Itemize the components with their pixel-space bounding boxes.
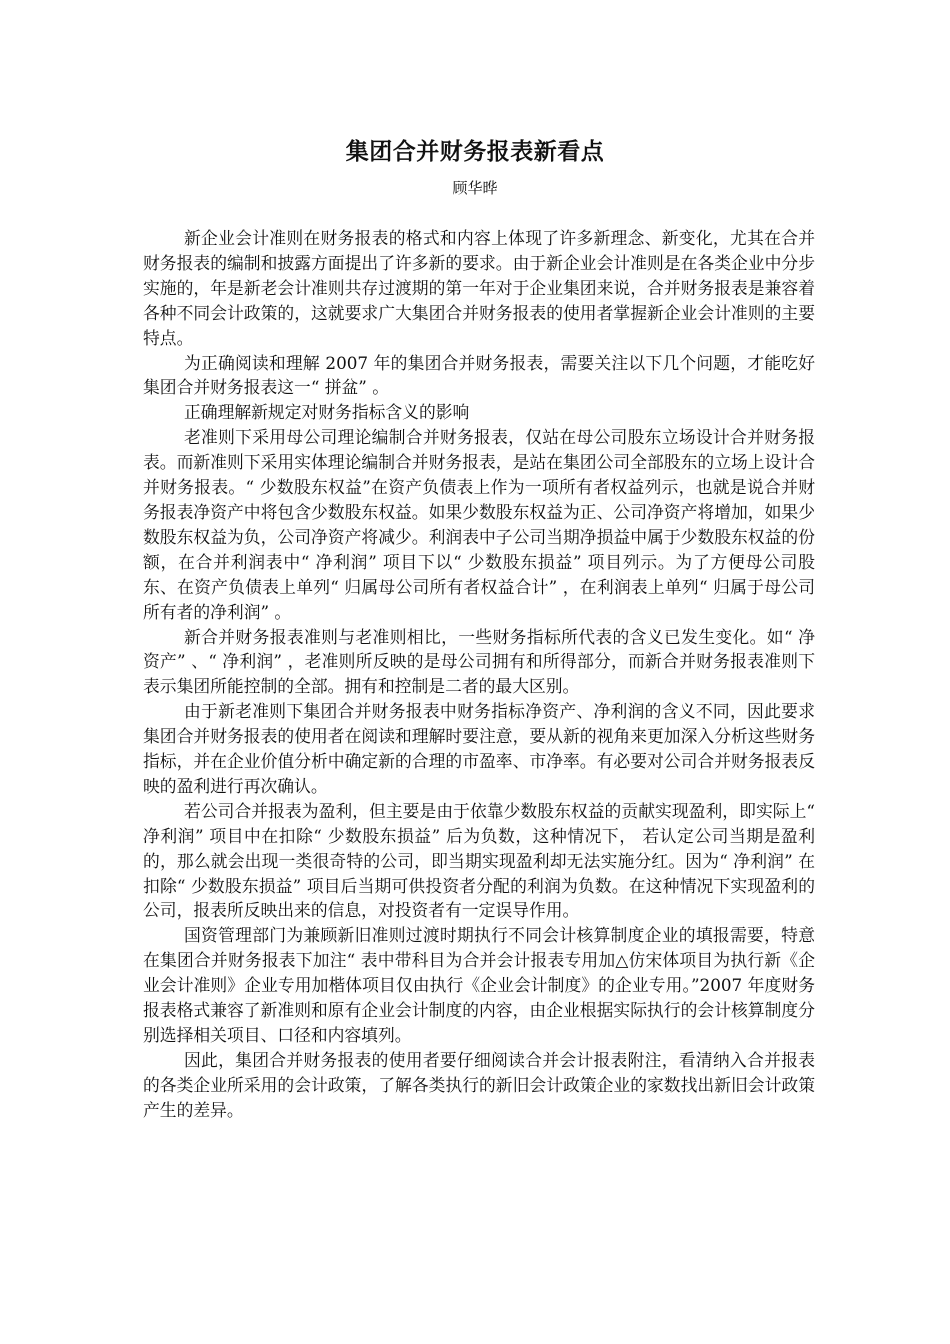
paragraph-indicator-meaning: 新合并财务报表准则与老准则相比，一些财务指标所代表的含义已发生变化。如“ 净资产” 、“ 净利润” ，老准则所反映的是母公司拥有和所得部分，而新合并财务报表准则下表示集团所能控制的全部。拥有和控制是二者的最大区别。 [143,626,815,697]
section-heading: 正确理解新规定对财务指标含义的影响 [184,402,470,423]
document-title: 集团合并财务报表新看点 [345,139,605,165]
paragraph-old-vs-new-theory: 老准则下采用母公司理论编制合并财务报表，仅站在母公司股东立场设计合并财务报表。而新准则下采用实体理论编制合并财务报表，是站在集团公司全部股东的立场上设计合并财务报表。“ 少数股东权益”在资产负债表上作为一项所有者权益列示，也就是说合并财务报表净资产中将包含少数股东权益。如果少数股东权益为正、公司净资产将增加，如果少数股东权益为负，公司净资产将减少。利润表中子公司当期净损益中属于少数股东权益的份额，在合并利润表中“ 净利润” 项目下以“ 少数股东损益” 项目列示。为了方便母公司股东、在资产负债表上单列“ 归属母公司所有者权益合计” ，在利润表上单列“ 归属于母公司所有者的净利润” 。 [143,427,815,622]
paragraph-regulator-note: 国资管理部门为兼顾新旧准则过渡时期执行不同会计核算制度企业的填报需要，特意在集团合并财务报表下加注“ 表中带科目为合并会计报表专用加△仿宋体项目为执行新《企业会计准则》企业专用加楷体项目仅由执行《企业会计制度》的企业专用。”2007 年度财务报表格式兼容了新准则和原有企业会计制度的内容，由企业根据实际执行的会计核算制度分别选择相关项目、口径和内容填列。 [143,925,815,1045]
paragraph-reading-guide: 为正确阅读和理解 2007 年的集团合并财务报表，需要关注以下几个问题，才能吃好集团合并财务报表这一“ 拼盆” 。 [143,352,815,398]
paragraph-valuation: 由于新老准则下集团合并财务报表中财务指标净资产、净利润的含义不同，因此要求集团合并财务报表的使用者在阅读和理解时要注意，要从新的视角来更加深入分析这些财务指标，并在企业价值分析中确定新的合理的市盈率、市净率。有必要对公司合并财务报表反映的盈利进行再次确认。 [143,701,815,796]
paragraph-conclusion: 因此，集团合并财务报表的使用者要仔细阅读合并会计报表附注，看清纳入合并报表的各类企业所采用的会计政策，了解各类执行的新旧会计政策企业的家数找出新旧会计政策产生的差异。 [143,1049,815,1120]
document-body [143,226,815,1123]
paragraph-intro: 新企业会计准则在财务报表的格式和内容上体现了许多新理念、新变化，尤其在合并财务报表的编制和披露方面提出了许多新的要求。由于新企业会计准则是在各类企业中分步实施的，年是新老会计准则共存过渡期的第一年对于企业集团来说，合并财务报表是兼容着各种不同会计政策的，这就要求广大集团合并财务报表的使用者掌握新企业会计准则的主要特点。 [143,228,815,348]
paragraph-minority-profit: 若公司合并报表为盈利，但主要是由于依靠少数股东权益的贡献实现盈利，即实际上“ 净利润” 项目中在扣除“ 少数股东损益” 后为负数，这种情况下， 若认定公司当期是盈利的，那么就会出现一类很奇特的公司，即当期实现盈利却无法实施分红。因为“ 净利润” 在扣除“ 少数股东损益” 项目后当期可供投资者分配的利润为负数。在这种情况下实现盈利的公司，报表所反映出来的信息，对投资者有一定误导作用。 [143,800,815,921]
document-author: 顾华晔 [452,179,498,197]
